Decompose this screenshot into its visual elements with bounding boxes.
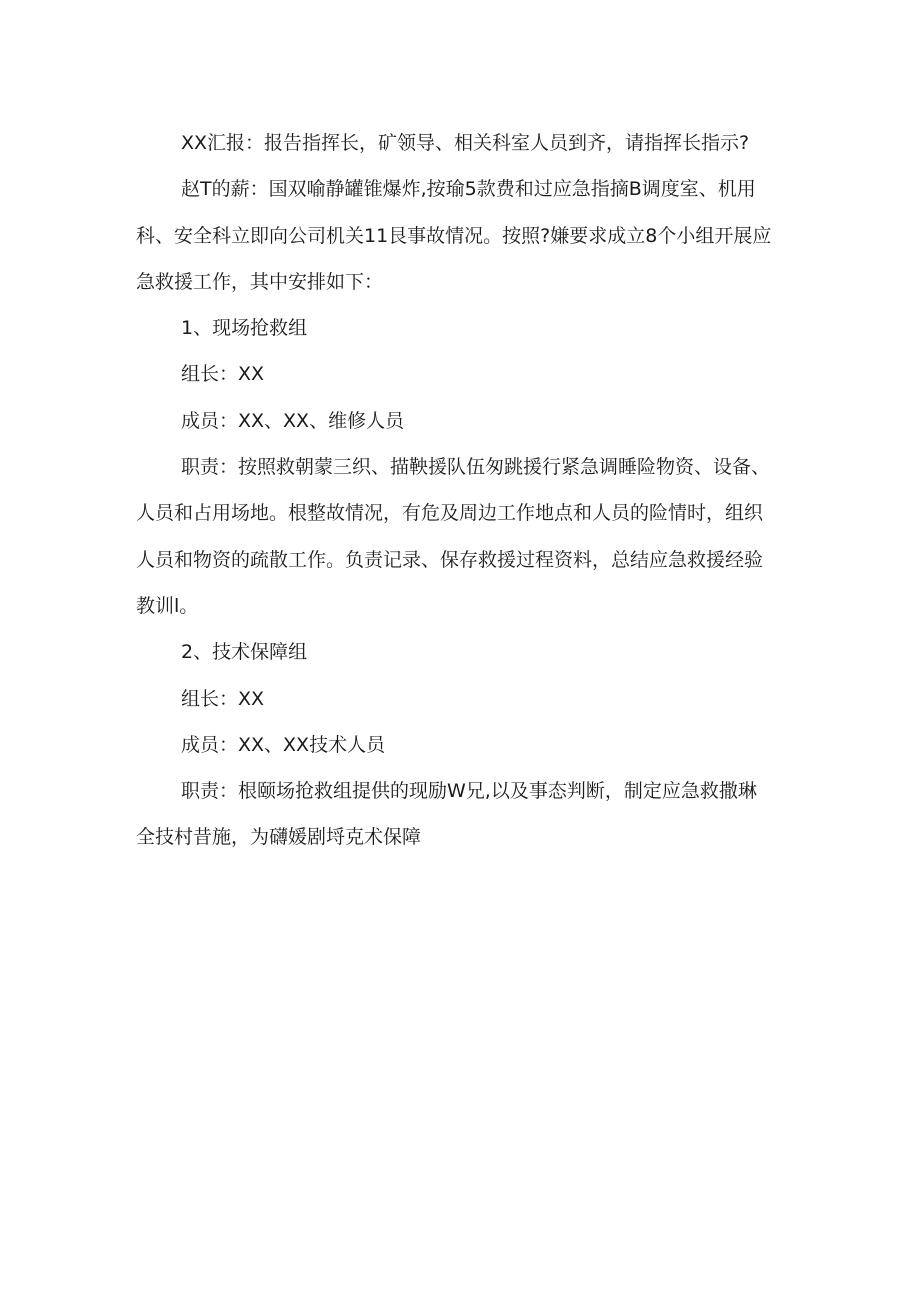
text-line: XX汇报：报告指挥长，矿领导、相关科室人员到齐，请指挥长指示? — [181, 132, 750, 154]
text-line: 人员和占用场地。根整故情况，有危及周边工作地点和人员的险情时，组织 — [136, 502, 764, 525]
document-body — [136, 120, 804, 861]
text-line: 2、技术保障组 — [181, 641, 308, 664]
text-line: 1、现场抢救组 — [181, 317, 308, 340]
text-line: 人员和物资的疏散工作。负责记录、保存救援过程资料，总结应急救援经验 — [136, 548, 764, 571]
text-line: 教训l。 — [136, 594, 199, 617]
commander-order-paragraph — [136, 166, 804, 305]
section-heading-rescue-group — [136, 305, 804, 351]
text-line: 组长：XX — [181, 687, 265, 710]
text-line: 职责：按照救朝蒙三织、描鞅援队伍匆跳援行紧急调睡险物资、设备、 — [181, 456, 771, 479]
tech-group-duties — [136, 768, 804, 861]
section-heading-tech-group — [136, 629, 804, 675]
text-line: 成员：XX、XX、维修人员 — [181, 409, 405, 432]
text-line: 科、安全科立即向公司机关11艮事故情况。按照?嫌要求成立8个小组开展应 — [136, 224, 772, 247]
rescue-group-duties — [136, 444, 804, 629]
rescue-group-members — [136, 398, 804, 444]
text-line: 赵T的薪：国双喻静罐锥爆炸,按瑜5款费和过应急指摘B调度室、机用 — [181, 178, 756, 201]
tech-group-members — [136, 722, 804, 768]
report-paragraph — [136, 120, 804, 166]
rescue-group-leader — [136, 351, 804, 397]
text-line: 组长：XX — [181, 363, 265, 386]
text-line: 成员：XX、XX技术人员 — [181, 733, 386, 756]
text-line: 职责：根颐场抢救组提供的现励W兄,以及事态判断，制定应急救撒琳 — [181, 780, 757, 803]
text-line: 急救援工作，其中安排如下： — [136, 270, 384, 293]
tech-group-leader — [136, 676, 804, 722]
text-line: 全技村昔施，为礴媛剧埒克术保障 — [136, 826, 422, 849]
